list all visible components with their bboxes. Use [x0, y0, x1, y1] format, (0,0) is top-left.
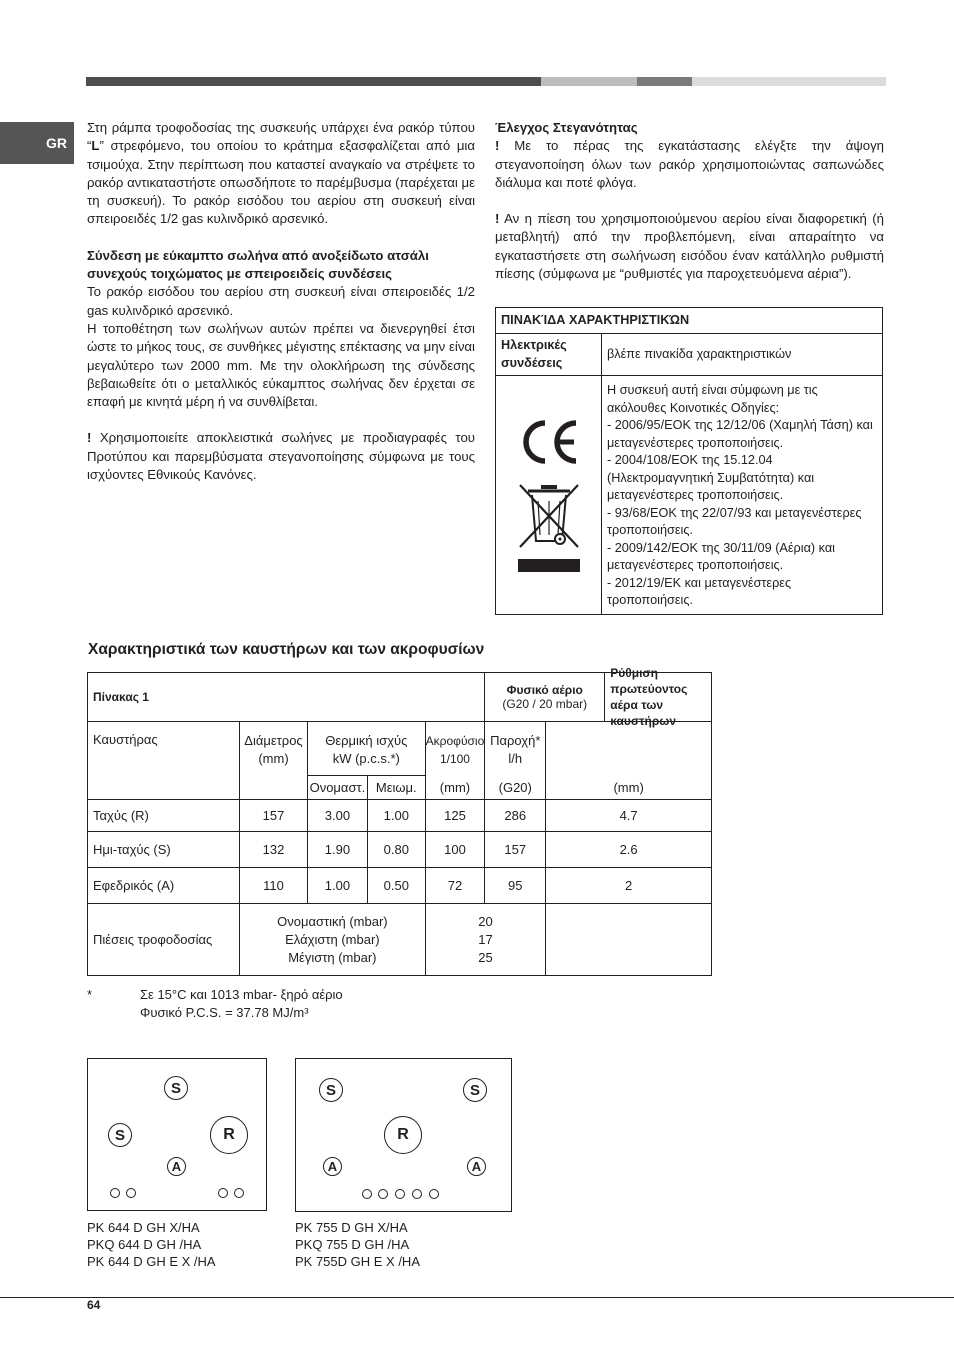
col-air-unit: (mm): [546, 776, 712, 800]
burner-label: A: [467, 1157, 486, 1176]
characteristics-table: [495, 307, 883, 615]
col-diameter-header: Διάμετρος (mm): [240, 722, 308, 800]
col-flow-header: Παροχή* l/h: [485, 722, 546, 776]
primary-air-header: Ρύθμιση πρωτεύοντος αέρα των καυστήρων: [610, 666, 688, 728]
pressure-regulator-warning: ! Αν η πίεση του χρησιμοποιούμενου αερίου είναι διαφορετική (ή μεταβλητή) από την προβλεπόμενη, είναι απαραίτητο να εγκαταστήσετε στη σωλήνωση εισόδου έναν κατάλληλο ρυθμιστή πίεσης (σύμφωνα με “ρυθμιστές για παροχετευόμενα αέρια”).: [495, 211, 884, 282]
directive-item: - 2006/95/ΕΟΚ της 12/12/06 (Χαμηλή Τάση) και μεταγενέστερες τροποποιήσεις.: [607, 418, 873, 450]
section-title: Χαρακτηριστικά των καυστήρων και των ακροφυσίων: [88, 641, 485, 658]
gas-inlet-paragraph: Το ρακόρ εισόδου του αερίου στη συσκευή είναι σπειροειδές 1/2 gas κυλινδρικό αρσενικό.: [87, 284, 475, 318]
hob-diagram-5-burners: [295, 1058, 512, 1212]
table-row: Εφεδρικός (A) 110 1.00 0.50 72 95 2: [88, 868, 712, 904]
knob-icon: [362, 1189, 372, 1199]
electrical-connections-value: βλέπε πινακίδα χαρακτηριστικών: [602, 334, 883, 376]
left-column: [87, 119, 475, 484]
burner-label: A: [167, 1157, 186, 1176]
model-name: PK 644 D GH E X /HA: [87, 1254, 216, 1269]
footnote: * Σε 15°C και 1013 mbar- ξηρό αέριο Φυσικό P.C.S. = 37.78 MJ/m³: [87, 987, 343, 1020]
knob-icon: [234, 1188, 244, 1198]
table-row: Ημι-ταχύς (S) 132 1.90 0.80 100 157 2.6: [88, 832, 712, 868]
burner-label: R: [384, 1116, 422, 1154]
burner-label: A: [323, 1157, 342, 1176]
leak-test-paragraph: ! Με το πέρας της εγκατάστασης ελέγξτε την άψογη στεγανοποίηση όλων των ρακόρ χρησιμοποιώντας σαπωνώδες διάλυμα και ποτέ φλόγα.: [495, 138, 884, 190]
header-bar: [86, 77, 886, 86]
ring-fitting-paragraph: Στη ράμπα τροφοδοσίας της συσκευής υπάρχει ένα ρακόρ τύπου “L” στρεφόμενο, του οποίου το κράτημα εξασφαλίζεται από μια τσιμούχα. Στην περίπτωση που καταστεί αναγκαίο να στρέψετε το ρακόρ αντικαταστήστε οπωσδήποτε το παρέμβυσμα (παρέχεται με τη συσκευή). Το ρακόρ εισόδου του αερίου στη συσκευή είναι σπειροειδές 1/2 gas κυλινδρικό αρσενικό.: [87, 120, 475, 227]
right-column: [495, 119, 884, 283]
model-name: PK 644 D GH X/HA: [87, 1220, 200, 1235]
table-row: Ταχύς (R) 157 3.00 1.00 125 286 4.7: [88, 800, 712, 832]
symbols-cell: [496, 376, 602, 615]
pressure-label: Πιέσεις τροφοδοσίας: [88, 904, 240, 976]
characteristics-title: ΠΙΝΑΚΊΔΑ ΧΑΡΑΚΤΗΡΙΣΤΙΚΏΝ: [496, 308, 883, 334]
col-flow-gas: (G20): [485, 776, 546, 800]
knob-icon: [218, 1188, 228, 1198]
electrical-connections-label: Ηλεκτρικές συνδέσεις: [496, 334, 602, 376]
knob-icon: [126, 1188, 136, 1198]
hose-install-paragraph: Η τοποθέτηση των σωλήνων αυτών πρέπει να διενεργηθεί έτσι ώστε το μήκος τους, σε συνθήκες μέγιστης επέκτασης να μην είναι μεγαλύτερο των 2000 mm. Με την ολοκλήρωση της σύνδεσης βεβαιωθείτε ότι ο μεταλλικός εύκαμπτος σωλήνας δεν έρχεται σε επαφή με κινητά μέρη ή να συνθλίβεται.: [87, 320, 475, 410]
directive-item: - 2004/108/ΕΟΚ της 15.12.04 (Ηλεκτρομαγνητική Συμβατότητα) και μεταγενέστερες τροποποιήσεις.: [607, 453, 815, 502]
directive-item: - 93/68/ΕΟΚ της 22/07/93 και μεταγενέστερες τροποποιήσεις.: [607, 505, 862, 537]
burner-label: S: [108, 1123, 132, 1147]
weee-bin-icon: [516, 481, 582, 573]
flexible-hose-heading: Σύνδεση με εύκαμπτο σωλήνα από ανοξείδωτο ατσάλι συνεχούς τοιχώματος με σπειροειδείς συνδέσεις: [87, 247, 429, 282]
model-name: PK 755 D GH X/HA: [295, 1220, 408, 1235]
leak-test-heading: Έλεγχος Στεγανότητας: [495, 120, 638, 135]
footer-rule: [0, 1297, 954, 1298]
burner-label: S: [164, 1076, 188, 1100]
col-power-header: Θερμική ισχύς kW (p.c.s.*): [307, 722, 425, 776]
knob-icon: [429, 1189, 439, 1199]
language-tab: GR: [0, 122, 74, 164]
burner-label: R: [210, 1116, 248, 1154]
knob-icon: [395, 1189, 405, 1199]
model-name: PKQ 644 D GH /HA: [87, 1237, 202, 1252]
table-label: Πίνακας 1: [88, 673, 485, 722]
pressure-values: 20 17 25: [425, 904, 546, 976]
burner-label: S: [319, 1078, 343, 1102]
standards-warning: ! Χρησιμοποιείτε αποκλειστικά σωλήνες με προδιαγραφές του Προτύπου και παρεμβύσματα στεγανοποίησης σύμφωνα με τους ισχύοντες Εθνικούς Κανόνες.: [87, 430, 475, 483]
col-nominal-header: Ονομαστ.: [307, 776, 367, 800]
ce-mark-icon: [517, 417, 581, 467]
model-name: PK 755D GH E X /HA: [295, 1254, 420, 1269]
model-name: PKQ 755 D GH /HA: [295, 1237, 410, 1252]
natural-gas-header: Φυσικό αέριο (G20 / 20 mbar) Ρύθμιση πρωτεύοντος αέρα των καυστήρων: [485, 673, 712, 722]
col-nozzle-header: Ακροφύσιο 1/100: [425, 722, 485, 776]
col-burner-header: Καυστήρας: [88, 722, 240, 800]
directive-item: - 2009/142/ΕΟΚ της 30/11/09 (Αέρια) και μεταγενέστερες τροποποιήσεις.: [607, 540, 835, 572]
col-reduced-header: Μειωμ.: [367, 776, 425, 800]
model-list-1: [87, 1219, 216, 1270]
pressure-row: [88, 904, 712, 976]
pressure-types: Ονομαστική (mbar) Ελάχιστη (mbar) Μέγιστη (mbar): [240, 904, 426, 976]
burners-table: [87, 666, 712, 976]
directive-item: - 2012/19/ΕΚ και μεταγενέστερες τροποποιήσεις.: [607, 575, 792, 607]
hob-diagram-4-burners: [87, 1058, 267, 1211]
knob-icon: [378, 1189, 388, 1199]
directives-list: Η συσκευή αυτή είναι σύμφωνη με τις ακόλουθες Κοινοτικές Οδηγίες: - 2006/95/ΕΟΚ της 12/12/06 (Χαμηλή Τάση) και μεταγενέστερες τροποποιήσεις. - 2004/108/ΕΟΚ της 15.12.04 (Ηλεκτρομαγνητική Συμβατότητα) και μεταγενέστερες τροποποιήσεις. - 93/68/ΕΟΚ της 22/07/93 και μεταγενέστερες τροποποιήσεις. - 2009/142/ΕΟΚ της 30/11/09 (Αέρια) και μεταγενέστερες τροποποιήσεις. - 2012/19/ΕΚ και μεταγενέστερες τροποποιήσεις.: [602, 376, 883, 615]
knob-icon: [412, 1189, 422, 1199]
page-number: 64: [87, 1298, 101, 1312]
knob-icon: [110, 1188, 120, 1198]
col-nozzle-unit: (mm): [425, 776, 485, 800]
model-list-2: [295, 1219, 420, 1270]
burner-label: S: [463, 1078, 487, 1102]
